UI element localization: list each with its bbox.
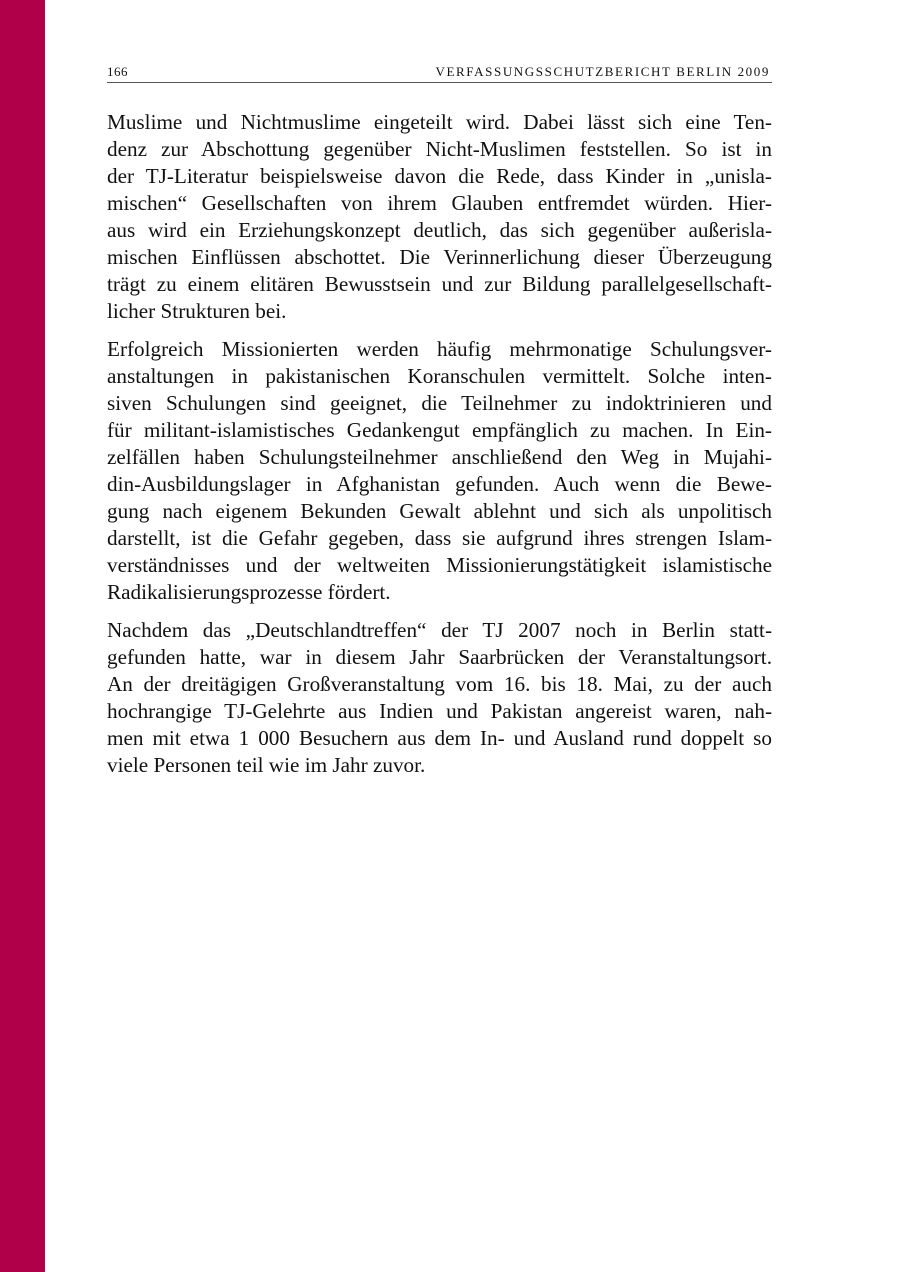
text-line: zelfällen haben Schulungsteilnehmer anschließend den Weg in Mujahi- [107, 445, 772, 469]
page-side-band [0, 0, 45, 1272]
text-line: hochrangige TJ-Gelehrte aus Indien und Pakistan angereist waren, nah- [107, 699, 772, 723]
running-title: VERFASSUNGSSCHUTZBERICHT BERLIN 2009 [435, 64, 770, 79]
text-line: Erfolgreich Missionierten werden häufig mehrmonatige Schulungsver- [107, 337, 772, 361]
text-line: An der dreitägigen Großveranstaltung vom 16. bis 18. Mai, zu der auch [107, 672, 772, 696]
body-text [107, 109, 772, 790]
text-line: din-Ausbildungslager in Afghanistan gefunden. Auch wenn die Bewe- [107, 472, 772, 496]
paragraph-3 [107, 617, 772, 779]
text-line: der TJ-Literatur beispielsweise davon die Rede, dass Kinder in „unisla- [107, 164, 772, 188]
paragraph-2 [107, 336, 772, 606]
paragraph-1 [107, 109, 772, 325]
text-line: gefunden hatte, war in diesem Jahr Saarbrücken der Veranstaltungsort. [107, 645, 772, 669]
text-line: für militant-islamistisches Gedankengut empfänglich zu machen. In Ein- [107, 418, 772, 442]
text-line: siven Schulungen sind geeignet, die Teilnehmer zu indoktrinieren und [107, 391, 772, 415]
page-number: 166 [107, 64, 128, 79]
text-line: denz zur Abschottung gegenüber Nicht-Muslimen feststellen. So ist in [107, 137, 772, 161]
text-line: mischen“ Gesellschaften von ihrem Glauben entfremdet würden. Hier- [107, 191, 772, 215]
text-line: Radikalisierungsprozesse fördert. [107, 580, 391, 604]
text-line: viele Personen teil wie im Jahr zuvor. [107, 753, 426, 777]
text-line: darstellt, ist die Gefahr gegeben, dass sie aufgrund ihres strengen Islam- [107, 526, 772, 550]
text-line: licher Strukturen bei. [107, 299, 287, 323]
running-header [107, 62, 772, 83]
text-line: gung nach eigenem Bekunden Gewalt ablehnt und sich als unpolitisch [107, 499, 772, 523]
text-line: mischen Einflüssen abschottet. Die Verinnerlichung dieser Überzeugung [107, 245, 772, 269]
text-line: Nachdem das „Deutschlandtreffen“ der TJ 2007 noch in Berlin statt- [107, 618, 772, 642]
text-line: aus wird ein Erziehungskonzept deutlich, das sich gegenüber außerisla- [107, 218, 772, 242]
text-line: anstaltungen in pakistanischen Koranschulen vermittelt. Solche inten- [107, 364, 772, 388]
text-line: trägt zu einem elitären Bewusstsein und zur Bildung parallelgesellschaft- [107, 272, 772, 296]
text-line: verständnisses und der weltweiten Missionierungstätigkeit islamistische [107, 553, 772, 577]
text-line: Muslime und Nichtmuslime eingeteilt wird. Dabei lässt sich eine Ten- [107, 110, 772, 134]
text-line: men mit etwa 1 000 Besuchern aus dem In- und Ausland rund doppelt so [107, 726, 772, 750]
